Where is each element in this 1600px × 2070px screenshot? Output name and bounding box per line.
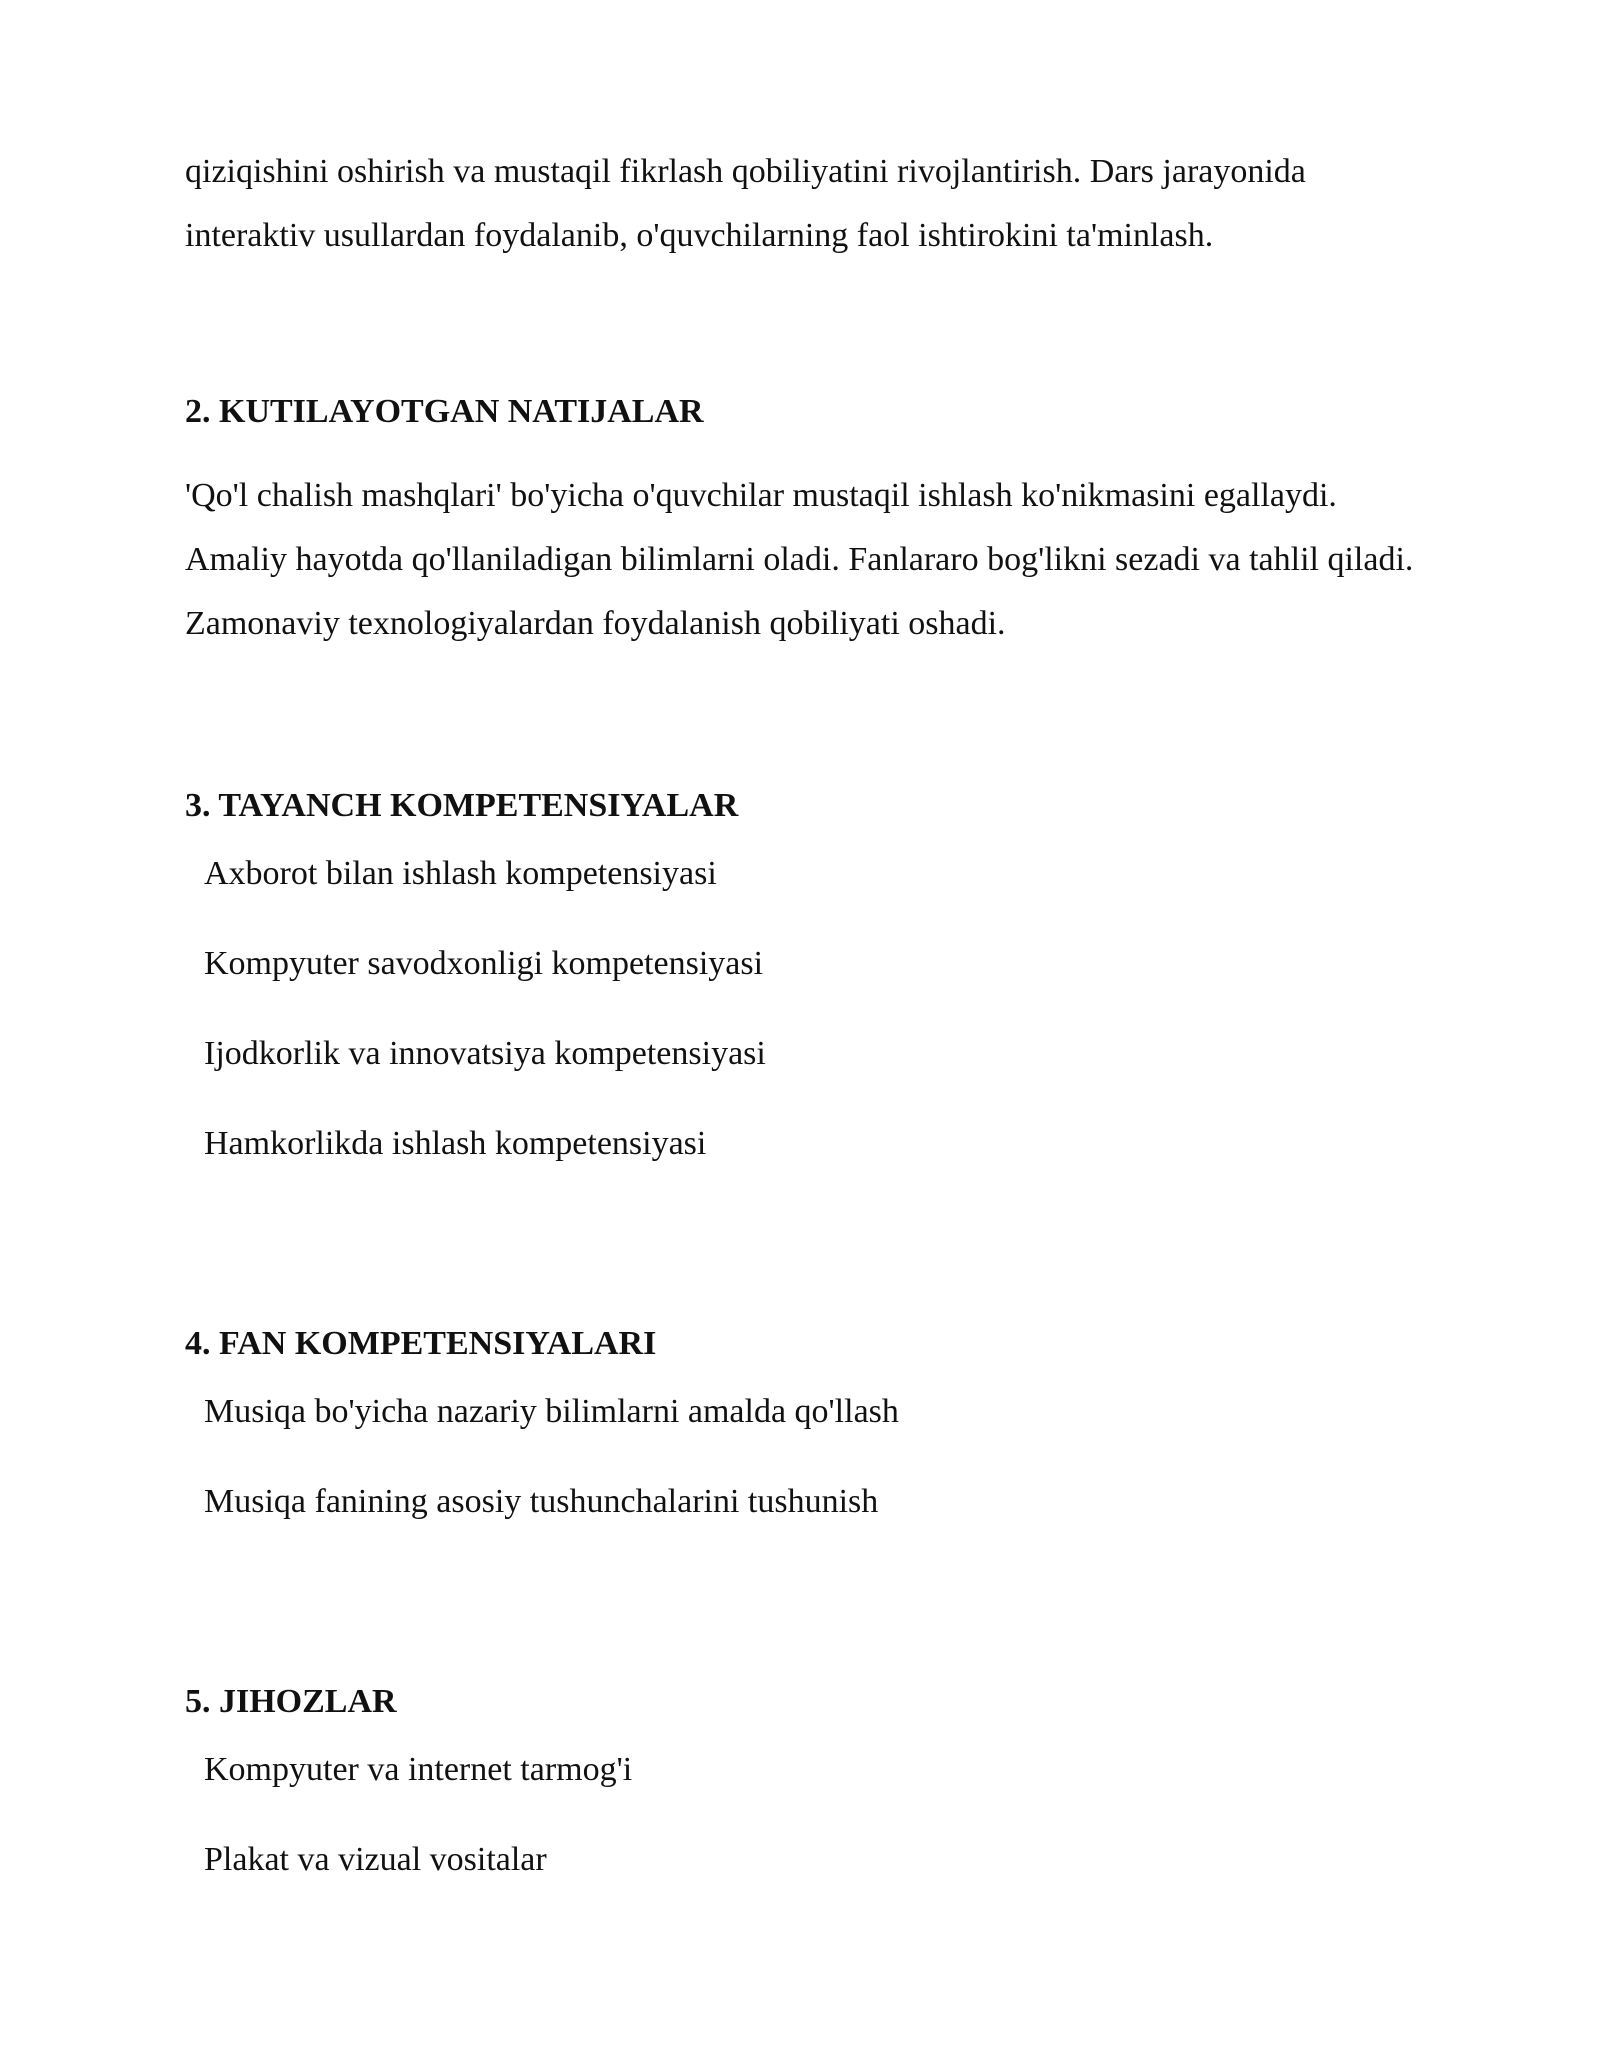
- section-heading: 2. KUTILAYOTGAN NATIJALAR: [185, 393, 704, 430]
- list-item: Kompyuter va internet tarmog'i: [204, 1751, 633, 1788]
- section-core-competencies: [185, 784, 1445, 1212]
- list-item: Plakat va vizual vositalar: [204, 1841, 547, 1878]
- list-item: Musiqa bo'yicha nazariy bilimlarni amalda qo'llash: [204, 1393, 899, 1430]
- section-heading: 4. FAN KOMPETENSIYALARI: [185, 1325, 657, 1362]
- section-heading: 3. TAYANCH KOMPETENSIYALAR: [185, 787, 739, 824]
- list-item: Musiqa fanining asosiy tushunchalarini tushunish: [204, 1483, 879, 1520]
- subject-competency-list: [185, 1390, 1445, 1524]
- section-paragraph: 'Qo'l chalish mashqlari' bo'yicha o'quvchilar mustaqil ishlash ko'nikmasini egallaydi. Amaliy hayotda qo'llaniladigan bilimlarni oladi. Fanlararo bog'likni sezadi va tahlil qiladi. Zamonaviy texnologiyalardan foydalanish qobiliyati oshadi.: [185, 477, 1414, 642]
- section-heading: 5. JIHOZLAR: [185, 1683, 397, 1720]
- section-expected-results: [185, 390, 1445, 656]
- list-item: Axborot bilan ishlash kompetensiyasi: [204, 855, 717, 892]
- competency-list: [185, 852, 1445, 1166]
- list-item: Ijodkorlik va innovatsiya kompetensiyasi: [204, 1035, 766, 1072]
- list-item: Kompyuter savodxonligi kompetensiyasi: [204, 945, 764, 982]
- section-subject-competencies: [185, 1322, 1445, 1570]
- section-equipment: [185, 1680, 1445, 1928]
- intro-paragraph: qiziqishini oshirish va mustaqil fikrlash qobiliyatini rivojlantirish. Dars jarayonida interaktiv usullardan foydalanib, o'quvchilarning faol ishtirokini ta'minlash.: [185, 153, 1306, 254]
- equipment-list: [185, 1748, 1445, 1882]
- list-item: Hamkorlikda ishlash kompetensiyasi: [204, 1125, 707, 1162]
